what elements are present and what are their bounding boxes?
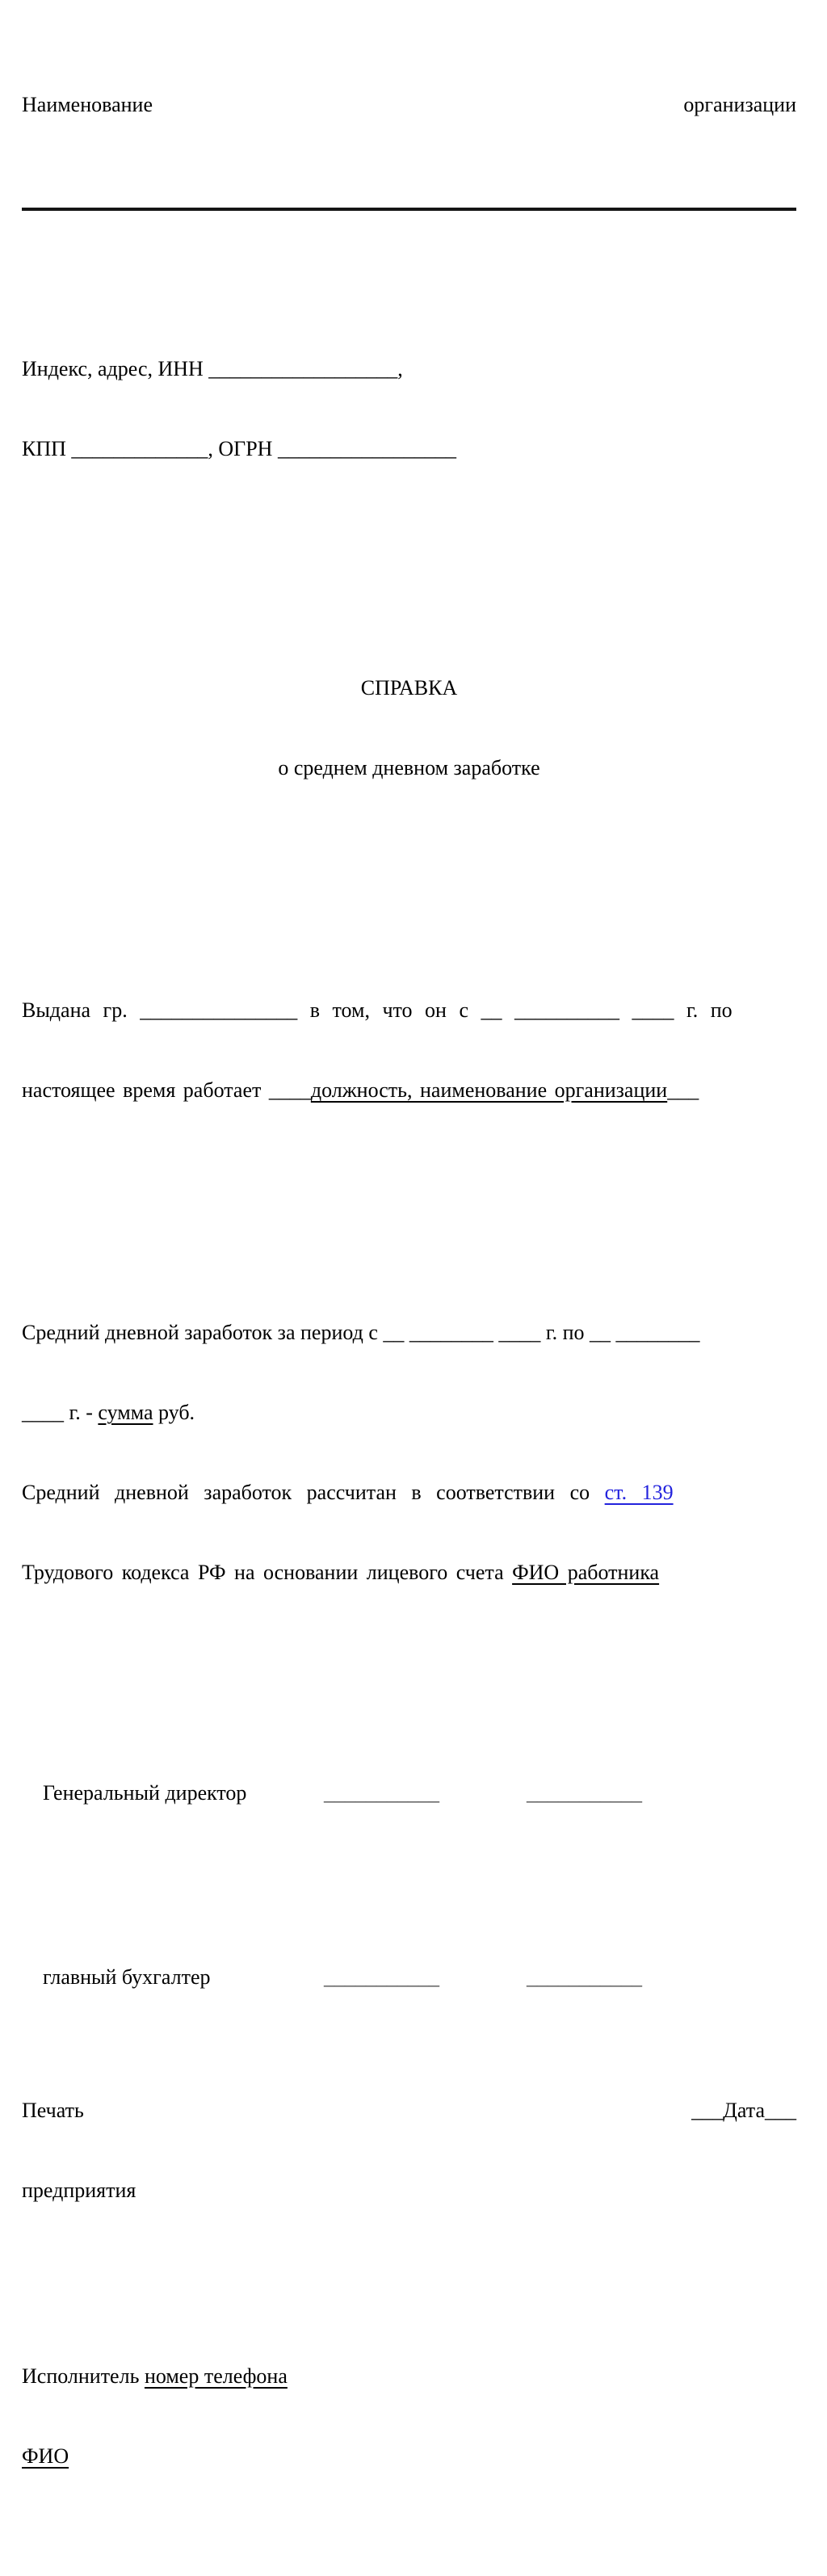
earnings-paragraph: [22, 1266, 796, 1639]
article-139-link[interactable]: ст. 139: [604, 1481, 674, 1504]
director-signature-row: [22, 1753, 796, 1833]
org-name-left-label: Наименование: [22, 93, 153, 116]
earnings-sum-post: руб.: [153, 1401, 195, 1424]
seal-label-line1: Печать: [22, 2099, 84, 2122]
executor-fio-line: [22, 2443, 796, 2469]
issued-line-2: [22, 1077, 796, 1103]
director-label: Генеральный директор: [43, 1781, 247, 1805]
executor-label: Исполнитель: [22, 2364, 145, 2388]
title-block: [22, 621, 796, 834]
document-subtitle: о среднем дневном заработке: [278, 756, 540, 780]
accountant-label: главный бухгалтер: [43, 1965, 211, 1989]
executor-line: [22, 2363, 796, 2389]
sum-placeholder: сумма: [98, 1401, 153, 1424]
accountant-name-blank: ___________: [527, 1965, 642, 1989]
org-header-row: [22, 91, 796, 118]
address-inn-line: Индекс, адрес, ИНН __________________,: [22, 357, 403, 380]
director-name-blank: ___________: [527, 1781, 642, 1805]
seal-label-line2: предприятия: [22, 2179, 136, 2202]
executor-block: [22, 2309, 796, 2523]
position-org-placeholder: должность, наименование организации: [310, 1078, 668, 1102]
issued-paragraph: [22, 943, 796, 1157]
director-signature-blank: ___________: [324, 1781, 439, 1805]
employee-fio-placeholder: ФИО работника: [512, 1561, 660, 1584]
earnings-sum-pre: ____ г. -: [22, 1401, 99, 1424]
labor-code-line: [22, 1559, 796, 1586]
seal-date-row: [22, 2097, 796, 2124]
accountant-signature-blank: ___________: [324, 1965, 439, 1989]
earnings-period-line: Средний дневной заработок за период с __ ________ ____ г. по __ ________: [22, 1321, 700, 1344]
issued-line-2-trailing-blank: ___: [667, 1078, 699, 1102]
earnings-basis-line: [22, 1479, 796, 1506]
address-block: [22, 302, 796, 515]
labor-code-text: Трудового кодекса РФ на основании лицевого счета: [22, 1561, 513, 1584]
issued-line-1: Выдана гр. _______________ в том, что он с __ __________ ____ г. по: [22, 998, 733, 1022]
header-rule: [22, 208, 796, 211]
date-blank: ___Дата___: [691, 2099, 796, 2122]
issued-line-2-text: настоящее время работает ____: [22, 1078, 311, 1102]
earnings-sum-line: [22, 1399, 796, 1426]
accountant-signature-row: [22, 1937, 796, 2017]
address-kpp-ogrn-line: КПП _____________, ОГРН _________________: [22, 437, 456, 460]
document-title: СПРАВКА: [360, 676, 458, 700]
phone-placeholder: номер телефона: [144, 2364, 288, 2388]
org-name-right-label: организации: [683, 93, 796, 116]
earnings-basis-text: Средний дневной заработок рассчитан в соответствии со: [22, 1481, 605, 1504]
executor-fio-placeholder: ФИО: [22, 2444, 69, 2468]
